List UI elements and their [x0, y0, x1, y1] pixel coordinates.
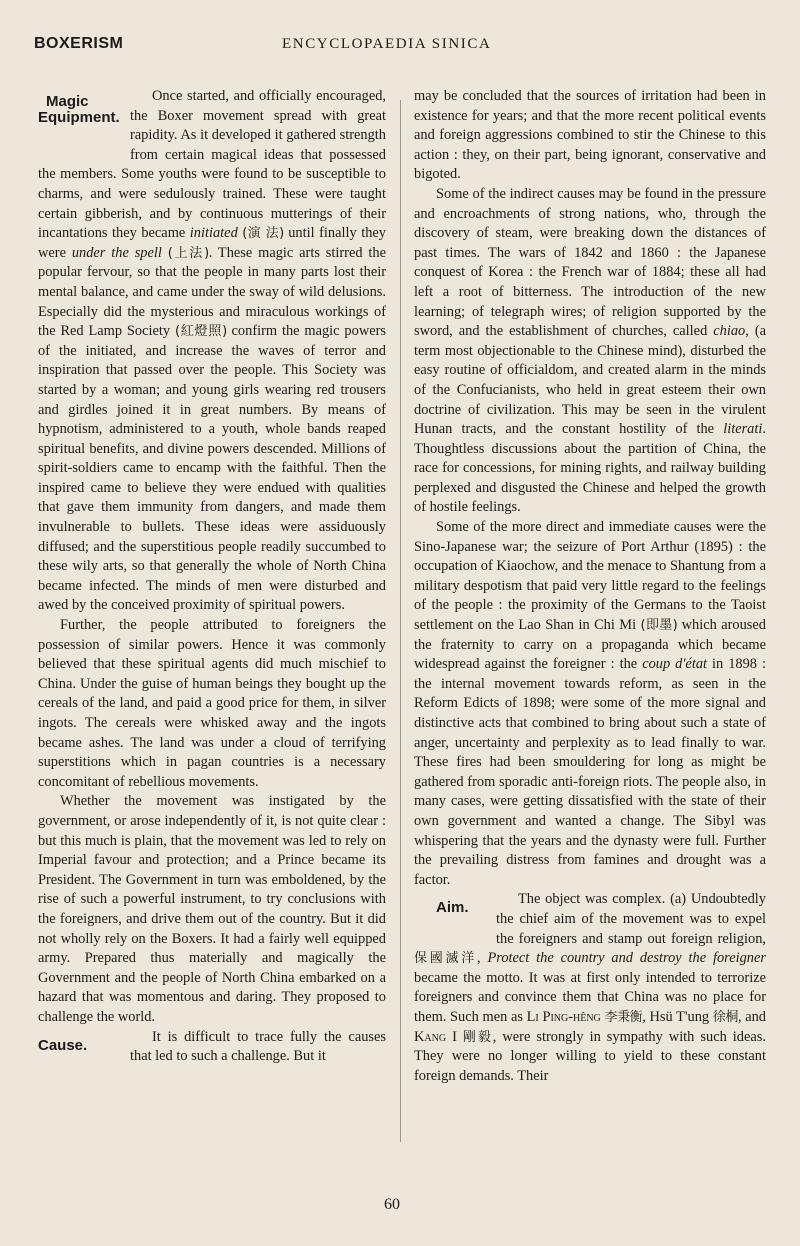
chinese-characters: (上法): [167, 245, 209, 261]
chinese-characters: 剛毅: [462, 1029, 493, 1045]
paragraph: It is difficult to trace fully the causes that led to such a challenge. But it: [130, 1028, 386, 1065]
left-column: [38, 87, 386, 1078]
section-title: BOXERISM: [34, 35, 124, 52]
paragraph: Further, the people attributed to foreigners the possession of similar powers. Hence it was commonly believed that these spiritual agents did much mischief to China. Under the guise of human beings they bought up the cereals of the land, and paid a good price for them, in silver ingots. The cereals were whisked away and the ingots became ashes. The land was under a cloud of terrifying superstitions which in pagan countries is a necessary concomitant of rebellious movements.: [38, 617, 386, 790]
chinese-characters: 保國滅洋: [414, 951, 478, 967]
paragraph: Some of the more direct and immediate causes were the Sino-Japanese war; the seizure of Port Arthur (1895) : the occupation of Kiaochow, and the menace to Shantung from a military despotism that paid very little regard to the feelings of the people : the proximity of the Germans to the Taoist settlement on the Lao Shan in Chi Mi (即墨) which aroused the fraternity to carry on a propaganda which became widespread against the foreigner : the coup d'état in 1898 : the internal movement towards reform, as seen in the Reform Edicts of 1898; were some of the more signal and distinctive acts that combined to bring about such a state of anger, uncertainty and perplexity as to lead finally to war. These fires had been smouldering for long as might be gathered from sporadic anti-foreign riots. The people also, in many cases, were getting dissatisfied with the state of their own government and wanted a change. The Sibyl was whispering that the years and the dynasty were full. Further the prevailing distress from famines and drought was a factor.: [414, 519, 766, 888]
book-title: ENCYCLOPAEDIA SINICA: [282, 36, 492, 52]
paragraph: may be concluded that the sources of irritation had been in existence for years; and that the more recent political events and foreign aggressions combined to stir the Chinese to this action : they, on their part, being ignorant, conservative and bigoted.: [414, 88, 766, 183]
chinese-characters: (即墨): [640, 618, 678, 634]
right-column: [414, 87, 766, 1086]
sidenote-aim: Aim.: [436, 899, 469, 917]
chinese-characters: 李秉衡: [604, 1009, 643, 1025]
running-header: [34, 35, 764, 57]
paragraph: The object was complex. (a) Undoubtedly the chief aim of the movement was to expel the foreigners and stamp out foreign religion, 保國滅洋, Protect the country and destroy the foreigner became the motto. It was at first only intended to terrorize foreigners and convince them that China was no place for them. Such men as Li Ping-hêng 李秉衡, Hsü T'ung 徐桐, and Kang I 剛毅, were strongly in sympathy with such ideas. They were no longer willing to yield to these constant foreign demands. Their: [414, 891, 766, 1084]
paragraph: Once started, and officially encouraged, the Boxer movement spread with great rapidity. As it developed it gathered strength from certain magical ideas that possessed the members. Some youths were found to be susceptible to charms, and were sedulously trained. These were taught certain gibberish, and by continuous mutterings of their incantations they became initiated (演 法) until finally they were under the spell (上法). These magic arts stirred the popular fervour, so that the people in many parts lost their mental balance, and came under the sway of wild delusions. Especially did the mysterious and miraculous workings of the Red Lamp Society (紅燈照) confirm the magic powers of the initiated, and increase the waves of terror and inspiration that passed over the people. This Society was started by a woman; and young girls wearing red trousers and girdles joined it in great numbers. By means of hypnotism, administered to a youth, whole bands reaped spiritual benefits, and divine powers descended. Millions of spirit-soldiers came to encamp with the faithful. Then the inspired came to believe they were endued with qualities that gave them immunity from dangers, and made them invulnerable to bullets. These ideas were assiduously diffused; and the superstitious people readily succumbed to these wily arts, so that generally the whole of North China became infected. The minds of men were disturbed and awed by the conceived proximity of spiritual powers.: [38, 88, 386, 614]
sidenote-magic-equipment: Magic Equipment.: [38, 93, 120, 126]
page-number: 60: [384, 1196, 400, 1213]
column-divider: [400, 100, 401, 1142]
paragraph: Some of the indirect causes may be found in the pressure and encroachments of strong nations, who, through the discovery of steam, were breaking down the distances of past times. The wars of 1842 and 1860 : the Japanese conquest of Korea : the French war of 1884; these all had left a root of bitterness. The introduction of the new learning; of telegraph wires; of religion supported by the sword, and the establishment of churches, called chiao, (a term most objectionable to the Chinese mind), disturbed the easy routine of officialdom, and created alarm in the minds of the Confucianists, who held in great esteem their own doctrine of civilization. This may be seen in the virulent Hunan tracts, and the constant hostility of the literati. Thoughtless discussions about the partition of China, the race for concessions, for mining rights, and railway building perplexed and disgusted the Chinese and helped the growth of hostile feelings.: [414, 185, 766, 516]
chinese-characters: (紅燈照): [174, 324, 227, 340]
chinese-characters: (演 法): [242, 226, 284, 242]
chinese-characters: 徐桐: [712, 1009, 738, 1025]
sidenote-cause: Cause.: [38, 1036, 88, 1054]
paragraph: Whether the movement was instigated by the government, or arose independently of it, is not quite clear : but this much is plain, that the movement was led to rely on Imperial favour and protection; and a Prince became its President. The Government in turn was emboldened, by the rise of such a powerful instrument, to try conclusions with the foreigners, and drive them out of the country. But it did not wholly rely on the Boxers. It had a fairly well equipped army. Prepared thus materially and magically the Government and the people of North China embarked on a hazard that was momentous and daring. They proposed to challenge the world.: [38, 793, 386, 1025]
